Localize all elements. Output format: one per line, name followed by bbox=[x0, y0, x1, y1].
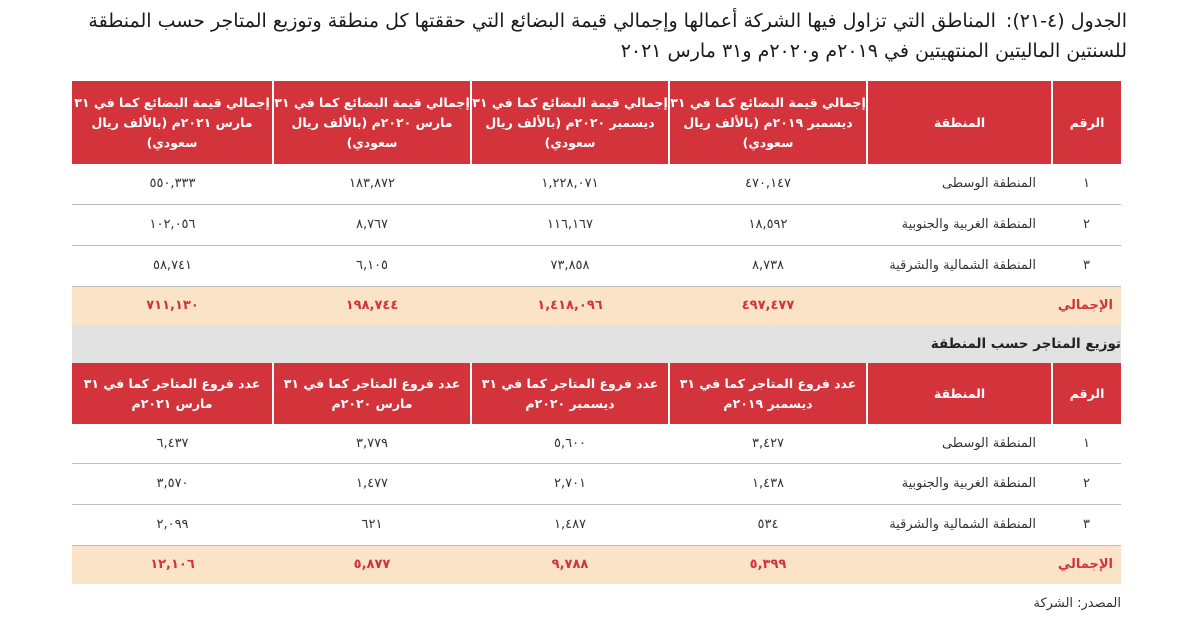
table-row bbox=[72, 204, 1121, 245]
row-number: ٣ bbox=[1052, 504, 1121, 545]
row-region: المنطقة الغربية والجنوبية bbox=[867, 204, 1052, 245]
cell-value: ١,٤٣٨ bbox=[669, 463, 867, 504]
header-number: الرقم bbox=[1052, 363, 1121, 424]
total-value: ٤٩٧,٤٧٧ bbox=[669, 286, 867, 325]
header-dec-2020: عدد فروع المتاجر كما في ٣١ ديسمبر ٢٠٢٠م bbox=[471, 363, 669, 424]
section-title: توزيع المتاجر حسب المنطقة bbox=[72, 325, 1121, 363]
header-number: الرقم bbox=[1052, 81, 1121, 164]
total-value: ١٩٨,٧٤٤ bbox=[273, 286, 471, 325]
table-row bbox=[72, 424, 1121, 463]
cell-value: ١,٢٢٨,٠٧١ bbox=[471, 164, 669, 204]
section-title-row bbox=[72, 325, 1121, 363]
table-caption bbox=[22, 6, 1127, 66]
row-number: ١ bbox=[1052, 164, 1121, 204]
row-region: المنطقة الشمالية والشرقية bbox=[867, 504, 1052, 545]
header-dec-2019: إجمالي قيمة البضائع كما في ٣١ ديسمبر ٢٠١٩م (بالألف ريال سعودي) bbox=[669, 81, 867, 164]
table-row bbox=[72, 504, 1121, 545]
header-dec-2020: إجمالي قيمة البضائع كما في ٣١ ديسمبر ٢٠٢٠م (بالألف ريال سعودي) bbox=[471, 81, 669, 164]
table-header-row bbox=[72, 81, 1121, 164]
header-mar-2021: عدد فروع المتاجر كما في ٣١ مارس ٢٠٢١م bbox=[72, 363, 273, 424]
cell-value: ١,٤٧٧ bbox=[273, 463, 471, 504]
header-region: المنطقة bbox=[867, 363, 1052, 424]
header-mar-2021: إجمالي قيمة البضائع كما في ٣١ مارس ٢٠٢١م (بالألف ريال سعودي) bbox=[72, 81, 273, 164]
row-number: ١ bbox=[1052, 424, 1121, 463]
caption-line-1 bbox=[22, 6, 1127, 36]
table-header-row bbox=[72, 363, 1121, 424]
table-row bbox=[72, 245, 1121, 286]
total-label: الإجمالي bbox=[867, 545, 1121, 584]
cell-value: ٨,٧٣٨ bbox=[669, 245, 867, 286]
caption-text: المناطق التي تزاول فيها الشركة أعمالها وإجمالي قيمة البضائع التي حققتها كل منطقة وتوزيع المتاجر حسب المنطقة bbox=[88, 10, 996, 32]
cell-value: ٦,١٠٥ bbox=[273, 245, 471, 286]
total-value: ١٢,١٠٦ bbox=[72, 545, 273, 584]
total-label: الإجمالي bbox=[867, 286, 1121, 325]
row-number: ٢ bbox=[1052, 463, 1121, 504]
cell-value: ١٨٣,٨٧٢ bbox=[273, 164, 471, 204]
cell-value: ٤٧٠,١٤٧ bbox=[669, 164, 867, 204]
cell-value: ٢,٠٩٩ bbox=[72, 504, 273, 545]
cell-value: ٨,٧٦٧ bbox=[273, 204, 471, 245]
caption-line-2: للسنتين الماليتين المنتهيتين في ٢٠١٩م و٢٠٢٠م و٣١ مارس ٢٠٢١ bbox=[620, 40, 1127, 62]
row-number: ٢ bbox=[1052, 204, 1121, 245]
store-branches-table bbox=[72, 363, 1121, 584]
table-row bbox=[72, 164, 1121, 204]
total-value: ٥,٨٧٧ bbox=[273, 545, 471, 584]
cell-value: ١,٤٨٧ bbox=[471, 504, 669, 545]
header-mar-2020: إجمالي قيمة البضائع كما في ٣١ مارس ٢٠٢٠م (بالألف ريال سعودي) bbox=[273, 81, 471, 164]
total-value: ٩,٧٨٨ bbox=[471, 545, 669, 584]
row-region: المنطقة الوسطى bbox=[867, 424, 1052, 463]
cell-value: ٣,٥٧٠ bbox=[72, 463, 273, 504]
goods-value-table bbox=[72, 81, 1121, 363]
total-value: ٧١١,١٣٠ bbox=[72, 286, 273, 325]
row-region: المنطقة الغربية والجنوبية bbox=[867, 463, 1052, 504]
table-row bbox=[72, 463, 1121, 504]
row-region: المنطقة الوسطى bbox=[867, 164, 1052, 204]
cell-value: ٥٨,٧٤١ bbox=[72, 245, 273, 286]
cell-value: ٥٣٤ bbox=[669, 504, 867, 545]
source-note: المصدر: الشركة bbox=[1033, 596, 1121, 611]
cell-value: ٦,٤٣٧ bbox=[72, 424, 273, 463]
row-number: ٣ bbox=[1052, 245, 1121, 286]
cell-value: ١١٦,١٦٧ bbox=[471, 204, 669, 245]
cell-value: ٧٣,٨٥٨ bbox=[471, 245, 669, 286]
cell-value: ٥,٦٠٠ bbox=[471, 424, 669, 463]
total-row bbox=[72, 545, 1121, 584]
header-mar-2020: عدد فروع المتاجر كما في ٣١ مارس ٢٠٢٠م bbox=[273, 363, 471, 424]
row-region: المنطقة الشمالية والشرقية bbox=[867, 245, 1052, 286]
cell-value: ٢,٧٠١ bbox=[471, 463, 669, 504]
cell-value: ١٨,٥٩٢ bbox=[669, 204, 867, 245]
total-value: ٥,٣٩٩ bbox=[669, 545, 867, 584]
cell-value: ٦٢١ bbox=[273, 504, 471, 545]
cell-value: ٥٥٠,٣٣٣ bbox=[72, 164, 273, 204]
header-dec-2019: عدد فروع المتاجر كما في ٣١ ديسمبر ٢٠١٩م bbox=[669, 363, 867, 424]
cell-value: ٣,٧٧٩ bbox=[273, 424, 471, 463]
cell-value: ١٠٢,٠٥٦ bbox=[72, 204, 273, 245]
caption-label: الجدول (٤-٢١): bbox=[1005, 10, 1127, 32]
total-row bbox=[72, 286, 1121, 325]
header-region: المنطقة bbox=[867, 81, 1052, 164]
total-value: ١,٤١٨,٠٩٦ bbox=[471, 286, 669, 325]
cell-value: ٣,٤٢٧ bbox=[669, 424, 867, 463]
